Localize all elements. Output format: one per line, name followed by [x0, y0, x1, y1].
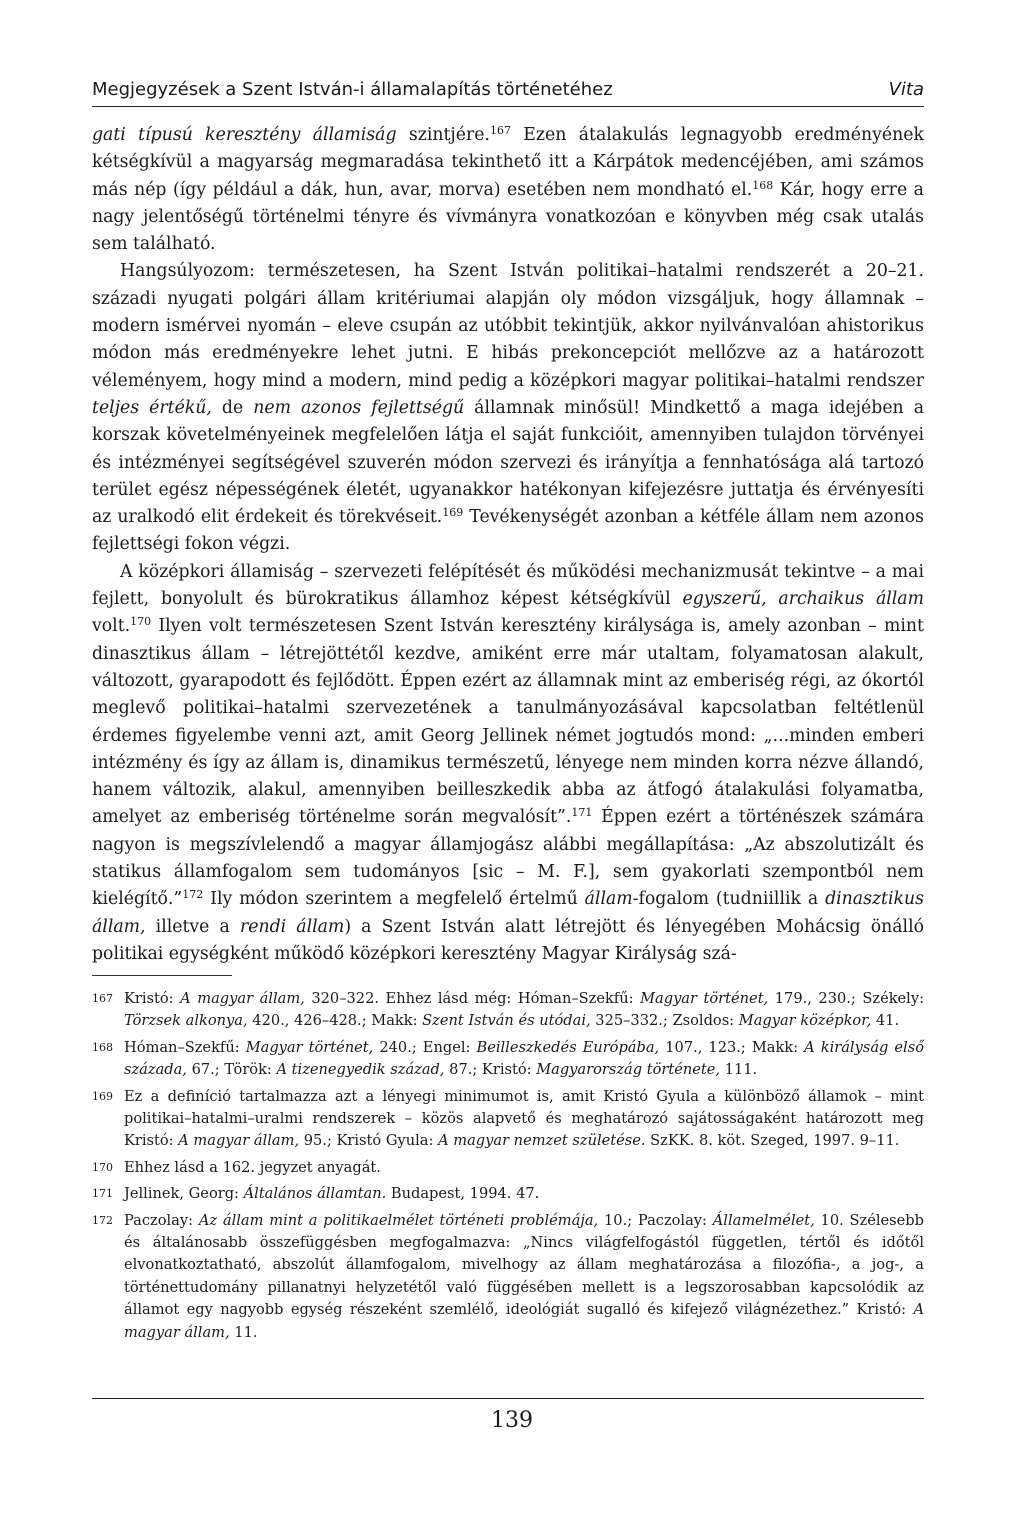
italic-text: állam — [584, 889, 633, 910]
text-run: 320–322. Ehhez lásd még: Hóman–Szekfű: — [304, 990, 641, 1007]
italic-text: A magyar állam, — [180, 990, 305, 1007]
italic-text: dinasztikus állam, — [92, 889, 924, 937]
footnote-number: 171 — [92, 1187, 113, 1201]
text-run: szintjére. — [396, 125, 490, 145]
text-run: 107., 123.; Makk: — [659, 1038, 805, 1056]
text-run: Hangsúlyozom: természetesen, ha Szent István politikai–hatalmi rendszerét a 20–21. századi nyugati polgári állam kritériumai alapján oly módon vizsgáljuk, hogy államnak – modern ismérvei nyomán – eleve csupán az utóbbit tekintjük, akkor nyilvánvalóan ahistorikus módon más eredményekre lehet jutni. E hibás prekoncepciót mellőzve az a határozott véleményem, hogy mind a modern, mind pedig a középkori magyar politikai–hatalmi rendszer — [92, 261, 924, 391]
footnote — [92, 1183, 924, 1205]
text-run: Ehhez lásd a 162. jegyzet anyagát. — [124, 1158, 381, 1176]
text-run: ) a Szent István alatt létrejött és lényegében Mohácsig önálló politikai egységként működő középkori keresztény Magyar Királyság szá- — [92, 916, 924, 964]
italic-text: A magyar állam, — [178, 1132, 300, 1150]
italic-text: teljes értékű, — [92, 397, 212, 418]
italic-text: A magyar nemzet születése. — [438, 1132, 646, 1150]
footnote-number: 170 — [92, 1160, 113, 1174]
text-run: 67.; Török: — [186, 1061, 277, 1079]
italic-text: egyszerű, archaikus állam — [682, 589, 924, 610]
italic-text: Államelmélet, — [712, 1211, 815, 1229]
text-run: Ilyen volt természetesen Szent István keresztény királysága is, amely azonban – mint dinasztikus állam – létrejöttétől kezdve, amiként erre már utaltam, folyamatosan alakult, változott, gyarapodott és fejlődött. Éppen ezért az államnak mint az emberiség régi, az ókortól meglevő politikai–hatalmi szervezetének a tanulmányozásával kapcsolatban feltétlenül érdemes figyelembe venni azt, amit Georg Jellinek német jogtudós mond: „...minden emberi intézmény és így az állam is, dinamikus természetű, lényege nem minden korra nézve állandó, hanem változik, alakul, amennyiben beilleszkedik abba az átfogó átalakulási folyamatba, amelyet az emberiség történelme során megvalósít”. — [92, 616, 924, 828]
footnote-number: 172 — [92, 1213, 113, 1227]
text-run: Paczolay: — [124, 1211, 199, 1229]
footnote-ref: 168 — [752, 178, 774, 192]
text-run: 420., 426–428.; Makk: — [247, 1012, 423, 1030]
text-run: 87.; Kristó: — [444, 1061, 537, 1079]
body-text — [92, 122, 924, 968]
italic-text: gati típusú keresztény államiság — [92, 125, 397, 145]
text-run: SzKK. 8. köt. Szeged, 1997. 9–11. — [645, 1132, 900, 1150]
text-run: Jellinek, Georg: — [124, 1185, 244, 1203]
italic-text: Beilleszkedés Európába, — [476, 1038, 660, 1056]
paragraph — [92, 122, 924, 258]
italic-text: A tizenegyedik század, — [276, 1061, 445, 1079]
text-run: Kár, hogy erre a nagy jelentőségű történelmi tényre és vívmányra vonatkozóan e könyvben még csak utalás sem található. — [92, 179, 924, 255]
text-run: -fogalom (tudniillik a — [632, 889, 826, 910]
running-header — [92, 78, 924, 107]
footnote-number: 167 — [92, 992, 113, 1005]
text-run: 240.; Engel: — [373, 1038, 477, 1056]
footnote — [92, 988, 924, 1033]
italic-text: Szent István és utódai, — [422, 1012, 591, 1030]
section-label: Vita — [888, 79, 924, 100]
text-run: A középkori államiság – szervezeti felépítését és működési mechanizmusát tekintve – a mai fejlett, bonyolult és bürokratikus államhoz képest kétségkívül — [92, 561, 924, 610]
footnotes — [92, 988, 924, 1348]
text-run: Éppen ezért a történészek számára nagyon is megszívlelendő a magyar államjogász alábbi megállapítása: „Az abszolutizált és statikus államfogalom sem tudományos [sic – M. F.], sem gyakorlati szempontból nem kielégítő.” — [92, 807, 924, 910]
text-run: 111. — [720, 1061, 758, 1079]
footnote-ref: 169 — [442, 506, 464, 520]
paragraph — [92, 258, 924, 558]
footnote-separator — [92, 975, 232, 976]
text-run: 95.; Kristó Gyula: — [299, 1132, 439, 1150]
footnote — [92, 1037, 924, 1082]
text-run: de — [211, 397, 254, 418]
bottom-rule — [92, 1398, 924, 1399]
text-run: 41. — [871, 1012, 900, 1030]
italic-text: Magyarország története, — [536, 1061, 721, 1079]
italic-text: Magyar történet, — [245, 1038, 374, 1056]
running-title: Megjegyzések a Szent István-i államalapítás történetéhez — [92, 79, 613, 100]
text-run: 11. — [229, 1323, 258, 1341]
italic-text: Általános államtan. — [243, 1185, 387, 1203]
italic-text: Törzsek alkonya, — [124, 1012, 248, 1030]
text-run: Kristó: — [124, 990, 181, 1007]
italic-text: Magyar történet, — [640, 990, 769, 1007]
text-run: Ezen átalakulás legnagyobb eredményének kétségkívül a magyarság megmaradása tekinthető itt a Kárpátok medencéjében, ami számos más nép (így például a dák, hun, avar, morva) esetében nem mondható el. — [92, 125, 924, 200]
footnote-number: 168 — [92, 1040, 113, 1054]
text-run: Ez a definíció tartalmazza azt a lényegi minimumot is, amit Kristó Gyula a különböző államok – mint politikai–hatalmi–uralmi rendszerek – közös alapvető és meghatározó sajátosságaként határozott meg Kristó: — [124, 1087, 924, 1150]
footnote-ref: 172 — [182, 888, 204, 902]
text-run: 10.; Paczolay: — [598, 1211, 713, 1229]
paragraph — [92, 559, 924, 968]
footnote — [92, 1210, 924, 1344]
italic-text: Magyar középkor, — [738, 1012, 872, 1030]
italic-text: rendi állam — [239, 916, 345, 937]
italic-text: A magyar állam, — [124, 1301, 924, 1341]
footnote-number: 169 — [92, 1089, 113, 1103]
text-run: államnak minősül! Mindkettő a maga idejében a korszak követelményeinek megfelelően látja el saját funkcióit, amennyiben tulajdon törvényei és intézményei segítségével szuverén módon szervezi és irányítja a fennhatósága alá tartozó terület egész népességének életét, ugyanakkor hatékonyan kifejezésre juttatja és érvényesíti az uralkodó elit érdekeit és törekvéseit. — [92, 397, 925, 528]
text-run: Budapest, 1994. 47. — [386, 1185, 540, 1203]
text-run: Hóman–Szekfű: — [124, 1038, 246, 1056]
italic-text: nem azonos fejlettségű — [253, 397, 465, 418]
italic-text: Az állam mint a politikaelmélet történeti problémája, — [198, 1211, 599, 1229]
text-run: 325–332.; Zsoldos: — [590, 1012, 739, 1030]
text-run: volt. — [92, 616, 131, 637]
text-run: 179., 230.; Székely: — [768, 990, 925, 1007]
text-run: Tevékenységét azonban a kétféle állam nem azonos fejlettségi fokon végzi. — [92, 507, 924, 555]
footnote-ref: 171 — [571, 806, 593, 820]
italic-text: A királyság első százada, — [124, 1038, 924, 1079]
text-run: Ily módon szerintem a megfelelő értelmű — [203, 889, 585, 910]
text-run: 10. Szélesebb és általánosabb összefüggésben megfogalmazva: „Nincs világfelfogástól független, tértől és időtől elvonatkoztatható, abszolút államfogalom, mivelhogy az állam meghatározása a filozófia-, a jog-, a történettudomány pillanatnyi helyzetétől való függésében mellett is a legszorosabban kapcsolódik az államot egy nagyobb egység részeként szemlélő, ideológiát sugalló és kifejező világnézethez.” Kristó: — [124, 1211, 924, 1319]
page-number: 139 — [491, 1408, 533, 1433]
footnote-ref: 167 — [489, 124, 511, 137]
footnote — [92, 1086, 924, 1153]
footnote — [92, 1157, 924, 1179]
text-run: illetve a — [145, 916, 240, 937]
footnote-ref: 170 — [130, 615, 152, 629]
